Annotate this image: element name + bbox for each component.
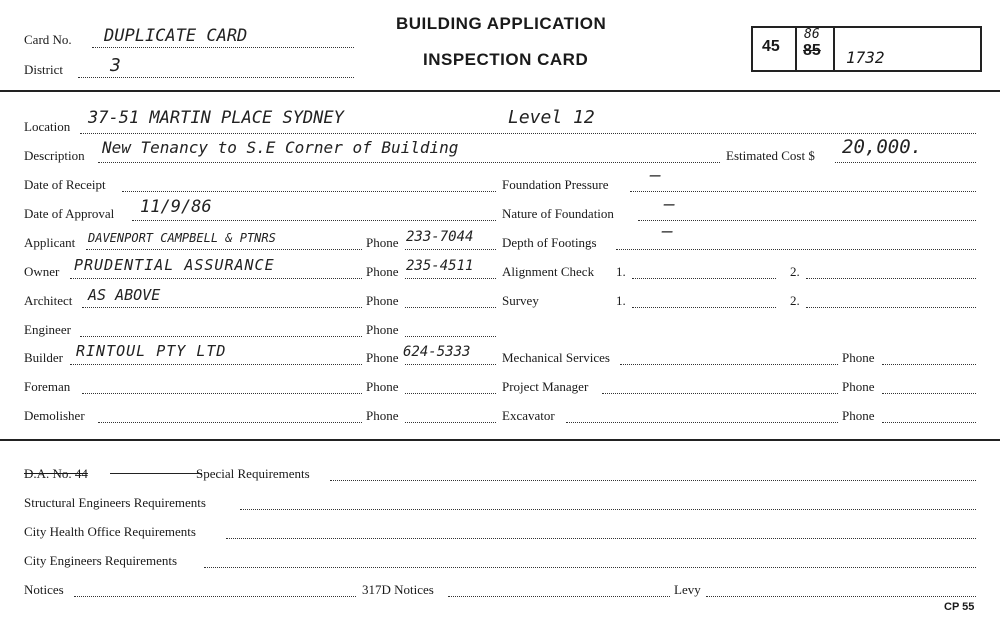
notices-317d-line bbox=[448, 596, 670, 597]
date-of-approval-label: Date of Approval bbox=[24, 206, 115, 221]
mechanical-services-phone-line bbox=[882, 364, 976, 365]
excavator-phone-label: Phone bbox=[842, 408, 875, 423]
owner-line bbox=[70, 278, 362, 279]
builder-phone-line bbox=[405, 364, 496, 365]
nature-of-foundation-line bbox=[638, 220, 976, 221]
owner-label: Owner bbox=[24, 264, 60, 279]
date-of-approval-line bbox=[132, 220, 496, 221]
foundation-pressure-value: — bbox=[650, 165, 661, 186]
foreman-label: Foreman bbox=[24, 379, 71, 394]
da-number-strike-line bbox=[110, 473, 202, 474]
architect-label: Architect bbox=[24, 293, 73, 308]
survey-label: Survey bbox=[502, 293, 539, 308]
builder-phone-label: Phone bbox=[366, 350, 399, 365]
date-of-receipt-line bbox=[122, 191, 496, 192]
excavator-label: Excavator bbox=[502, 408, 555, 423]
survey-line-2 bbox=[806, 307, 976, 308]
owner-value: PRUDENTIAL ASSURANCE bbox=[74, 256, 275, 274]
reference-part2-struck: 85 bbox=[803, 42, 821, 59]
architect-phone-line bbox=[405, 307, 496, 308]
levy-label: Levy bbox=[674, 582, 701, 597]
alignment-check-line-2 bbox=[806, 278, 976, 279]
location-value: 37-51 MARTIN PLACE SYDNEY bbox=[88, 108, 344, 128]
alignment-check-number-1: 1. bbox=[616, 264, 626, 279]
project-manager-label: Project Manager bbox=[502, 379, 589, 394]
depth-of-footings-label: Depth of Footings bbox=[502, 235, 597, 250]
structural-requirements-line bbox=[240, 509, 976, 510]
mechanical-services-phone-label: Phone bbox=[842, 350, 875, 365]
mechanical-services-line bbox=[620, 364, 838, 365]
card-no-line bbox=[92, 47, 354, 48]
engineer-label: Engineer bbox=[24, 322, 71, 337]
architect-phone-label: Phone bbox=[366, 293, 399, 308]
district-label: District bbox=[24, 62, 63, 77]
reference-part1: 45 bbox=[762, 38, 780, 55]
district-line bbox=[78, 77, 354, 78]
foreman-phone-label: Phone bbox=[366, 379, 399, 394]
applicant-label: Applicant bbox=[24, 235, 76, 250]
architect-line bbox=[82, 307, 362, 308]
applicant-phone-line bbox=[405, 249, 496, 250]
card-no-label: Card No. bbox=[24, 32, 72, 47]
middle-divider bbox=[0, 439, 1000, 441]
title-line1: BUILDING APPLICATION bbox=[396, 14, 607, 33]
foundation-pressure-label: Foundation Pressure bbox=[502, 177, 609, 192]
applicant-line bbox=[86, 249, 362, 250]
owner-phone-label: Phone bbox=[366, 264, 399, 279]
demolisher-line bbox=[98, 422, 362, 423]
da-number: D.A. No. 44 bbox=[24, 466, 88, 481]
foreman-phone-line bbox=[405, 393, 496, 394]
city-engineers-requirements-label: City Engineers Requirements bbox=[24, 553, 178, 568]
date-of-receipt-label: Date of Receipt bbox=[24, 177, 106, 192]
location-level: Level 12 bbox=[508, 107, 595, 128]
project-manager-phone-label: Phone bbox=[842, 379, 875, 394]
reference-box-divider-1 bbox=[795, 28, 797, 70]
project-manager-phone-line bbox=[882, 393, 976, 394]
applicant-phone-label: Phone bbox=[366, 235, 399, 250]
reference-part3: 1732 bbox=[846, 48, 885, 67]
mechanical-services-label: Mechanical Services bbox=[502, 350, 610, 365]
date-of-approval-value: 11/9/86 bbox=[140, 197, 212, 217]
health-requirements-line bbox=[226, 538, 976, 539]
card-no-value: DUPLICATE CARD bbox=[104, 26, 248, 46]
owner-phone: 235-4511 bbox=[406, 258, 474, 274]
location-line bbox=[80, 133, 976, 134]
nature-of-foundation-label: Nature of Foundation bbox=[502, 206, 614, 221]
builder-line bbox=[70, 364, 362, 365]
description-line bbox=[98, 162, 720, 163]
reference-box-divider-2 bbox=[833, 28, 835, 70]
survey-line-1 bbox=[632, 307, 776, 308]
survey-number-2: 2. bbox=[790, 293, 800, 308]
project-manager-line bbox=[602, 393, 838, 394]
alignment-check-label: Alignment Check bbox=[502, 264, 595, 279]
nature-of-foundation-value: — bbox=[664, 194, 675, 215]
engineer-line bbox=[80, 336, 362, 337]
builder-label: Builder bbox=[24, 350, 63, 365]
alignment-check-number-2: 2. bbox=[790, 264, 800, 279]
demolisher-label: Demolisher bbox=[24, 408, 85, 423]
survey-number-1: 1. bbox=[616, 293, 626, 308]
demolisher-phone-line bbox=[405, 422, 496, 423]
builder-phone: 624-5333 bbox=[403, 344, 471, 360]
description-label: Description bbox=[24, 148, 85, 163]
excavator-phone-line bbox=[882, 422, 976, 423]
excavator-line bbox=[566, 422, 838, 423]
reference-part2-corrected: 86 bbox=[804, 27, 820, 42]
estimated-cost-value: 20,000. bbox=[842, 136, 923, 158]
special-requirements-label: Special Requirements bbox=[196, 466, 310, 481]
builder-value: RINTOUL PTY LTD bbox=[76, 342, 227, 360]
alignment-check-line-1 bbox=[632, 278, 776, 279]
header-divider bbox=[0, 90, 1000, 92]
engineer-phone-line bbox=[405, 336, 496, 337]
owner-phone-line bbox=[405, 278, 496, 279]
district-value: 3 bbox=[110, 55, 121, 76]
special-requirements-line bbox=[330, 480, 976, 481]
engineer-phone-label: Phone bbox=[366, 322, 399, 337]
notices-label: Notices bbox=[24, 582, 64, 597]
demolisher-phone-label: Phone bbox=[366, 408, 399, 423]
levy-line bbox=[706, 596, 976, 597]
estimated-cost-line bbox=[835, 162, 976, 163]
notices-317d-label: 317D Notices bbox=[362, 582, 434, 597]
title-line2: INSPECTION CARD bbox=[423, 50, 589, 69]
health-requirements-label: City Health Office Requirements bbox=[24, 524, 196, 539]
applicant-phone: 233-7044 bbox=[406, 229, 474, 245]
notices-line bbox=[74, 596, 356, 597]
depth-of-footings-value: — bbox=[662, 221, 673, 242]
estimated-cost-label: Estimated Cost $ bbox=[726, 148, 815, 163]
city-engineers-requirements-line bbox=[204, 567, 976, 568]
architect-value: AS ABOVE bbox=[88, 286, 161, 304]
depth-of-footings-line bbox=[616, 249, 976, 250]
form-code: CP 55 bbox=[944, 601, 975, 613]
foundation-pressure-line bbox=[630, 191, 976, 192]
location-label: Location bbox=[24, 119, 71, 134]
foreman-line bbox=[82, 393, 362, 394]
applicant-value: DAVENPORT CAMPBELL & PTNRS bbox=[88, 231, 276, 245]
structural-requirements-label: Structural Engineers Requirements bbox=[24, 495, 206, 510]
description-value: New Tenancy to S.E Corner of Building bbox=[102, 138, 459, 157]
